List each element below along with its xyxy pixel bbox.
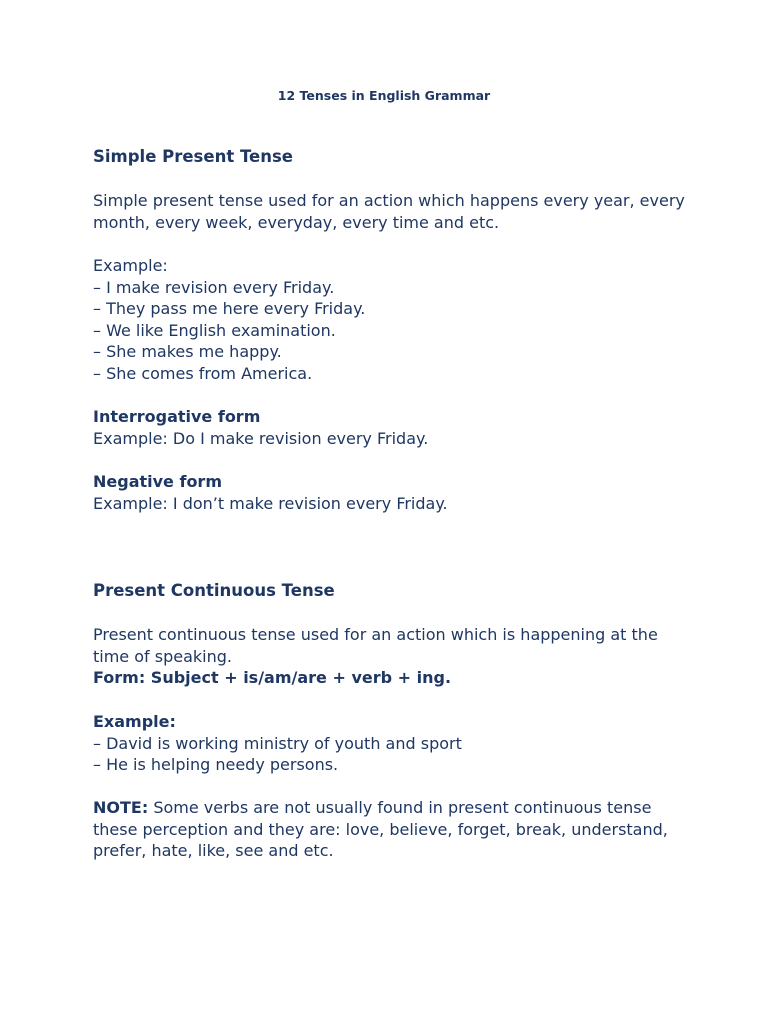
present-continuous-examples bbox=[93, 711, 693, 776]
section-heading-present-continuous bbox=[93, 580, 693, 602]
interrogative-heading: Interrogative form bbox=[93, 407, 261, 426]
negative-example: Example: I don’t make revision every Friday. bbox=[93, 493, 448, 513]
simple-present-examples bbox=[93, 255, 693, 385]
example-line: – David is working ministry of youth and sport bbox=[93, 733, 462, 753]
example-label: Example: bbox=[93, 256, 168, 275]
note-block bbox=[93, 797, 693, 862]
example-line: – He is helping needy persons. bbox=[93, 755, 339, 775]
negative-form-block bbox=[93, 471, 693, 514]
paragraph-line: Present continuous tense used for an action which is happening at the bbox=[93, 625, 658, 644]
interrogative-form-block bbox=[93, 406, 693, 449]
example-line: – She comes from America. bbox=[93, 363, 313, 383]
note-line: prefer, hate, like, see and etc. bbox=[93, 841, 334, 861]
section-heading: Simple Present Tense bbox=[93, 147, 293, 166]
present-continuous-description bbox=[93, 624, 693, 689]
example-line: – They pass me here every Friday. bbox=[93, 299, 366, 319]
simple-present-description bbox=[93, 190, 693, 233]
negative-heading: Negative form bbox=[93, 472, 222, 491]
note-text: Some verbs are not usually found in present continuous tense bbox=[148, 798, 652, 817]
example-line: – We like English examination. bbox=[93, 320, 336, 340]
section-heading-simple-present bbox=[93, 146, 693, 168]
interrogative-example: Example: Do I make revision every Friday. bbox=[93, 428, 429, 448]
note-line: these perception and they are: love, believe, forget, break, understand, bbox=[93, 819, 668, 839]
section-heading: Present Continuous Tense bbox=[93, 581, 335, 600]
paragraph-line: time of speaking. bbox=[93, 646, 232, 666]
note-label: NOTE: bbox=[93, 798, 149, 817]
paragraph-line: month, every week, everyday, every time and etc. bbox=[93, 212, 500, 232]
note-first-line bbox=[93, 797, 693, 819]
example-line: – She makes me happy. bbox=[93, 342, 282, 362]
example-line: – I make revision every Friday. bbox=[93, 277, 335, 297]
paragraph-line: Simple present tense used for an action which happens every year, every bbox=[93, 191, 685, 210]
document-title: 12 Tenses in English Grammar bbox=[277, 88, 491, 103]
form-formula: Form: Subject + is/am/are + verb + ing. bbox=[93, 668, 452, 688]
example-label: Example: bbox=[93, 712, 176, 731]
